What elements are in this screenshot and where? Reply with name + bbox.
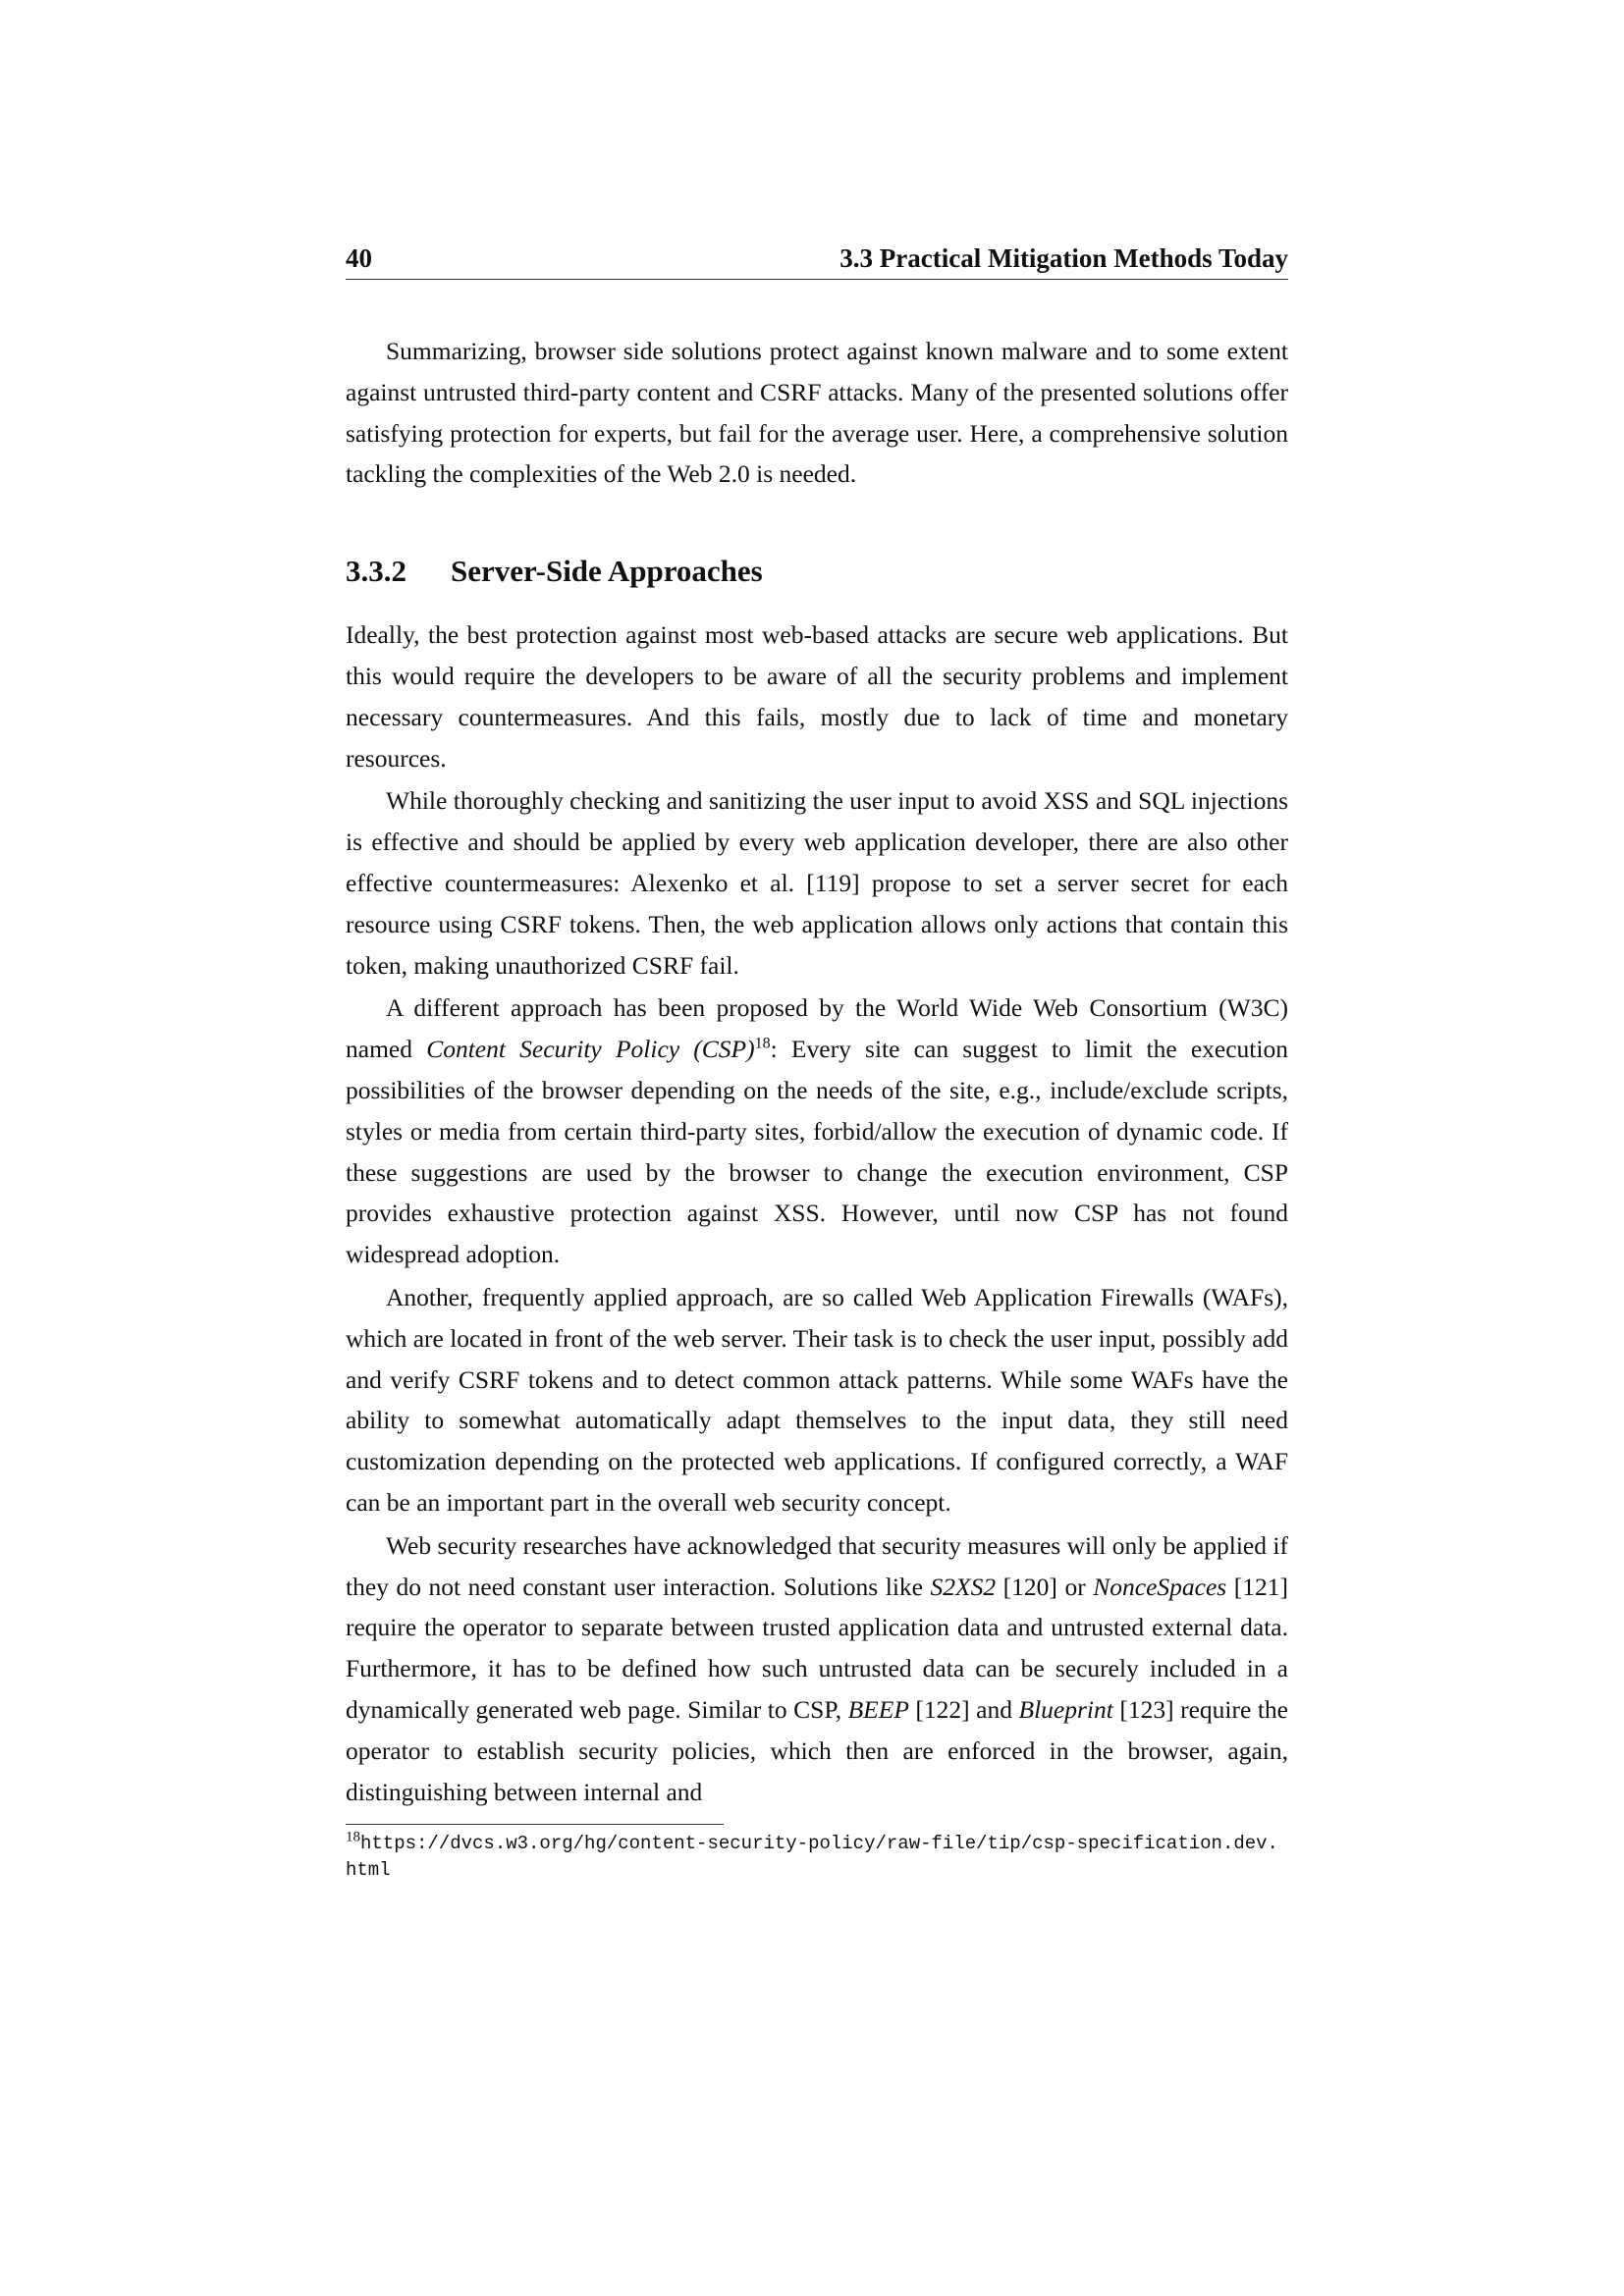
footnote-url[interactable]: https://dvcs.w3.org/hg/content-security-policy/raw-file/tip/csp-specification.dev.html — [346, 1833, 1278, 1882]
research-text-b: [120] or — [996, 1572, 1094, 1601]
section-title: Server-Side Approaches — [451, 554, 763, 589]
term-beep: BEEP — [847, 1694, 909, 1724]
paragraph-waf: Another, frequently applied approach, are so called Web Application Firewalls (WAFs), which are located in front of the web server. Their task is to check the user input, possibly add and verify CSRF tokens and to detect common attack patterns. While some WAFs have the ability to somewhat automatically adapt themselves to the input data, they still need customization depending on the protected web applications. If configured correctly, a WAF can be an important part in the overall web security concept. — [346, 1282, 1288, 1517]
research-text-c: [121] require the operator to separate between trusted application data and untrusted external data. Furthermore, it has to be defined how such untrusted data can be securely included in a dynamically generated web page. Similar to CSP, — [346, 1572, 1289, 1724]
paragraph-research — [346, 1525, 1288, 1813]
body-text — [346, 331, 1288, 1812]
research-text-a: Web security researches have acknowledged that security measures will only be applied if they do not need constant user interaction. Solutions like — [346, 1530, 1288, 1601]
term-s2xs2: S2XS2 — [930, 1572, 997, 1601]
paragraph-input-sanitizing: While thoroughly checking and sanitizing the user input to avoid XSS and SQL injections is effective and should be applied by every web application developer, there are also other effective countermeasures: Alexenko et al. [119] propose to set a server secret for each resource using CSRF tokens. Then, the web application allows only actions that contain this token, making unauthorized CSRF fail. — [346, 786, 1288, 980]
csp-term: Content Security Policy (CSP) — [426, 1035, 755, 1064]
running-head — [346, 241, 1288, 280]
csp-text-after: : Every site can suggest to limit the execution possibilities of the browser depending on the needs of the site, e.g., include/exclude scripts, styles or media from certain third-party sites, forbid/allow the execution of dynamic code. If these suggestions are used by the browser to change the execution environment, CSP provides exhaustive protection against XSS. However, until now CSP has not found widespread adoption. — [346, 1035, 1288, 1269]
summary-paragraph: Summarizing, browser side solutions protect against known malware and to some extent against untrusted third-party content and CSRF attacks. Many of the presented solutions offer satisfying protection for experts, but fail for the average user. Here, a comprehensive solution tackling the complexities of the Web 2.0 is needed. — [346, 337, 1288, 489]
paragraph-csp — [346, 988, 1288, 1275]
paragraph-intro: Ideally, the best protection against most web-based attacks are secure web applications. But this would require the developers to be aware of all the security problems and implement necessary countermeasures. And this fails, mostly due to lack of time and monetary resources. — [346, 620, 1288, 773]
footnote-ref[interactable]: 18 — [754, 1035, 771, 1052]
research-text-e: [123] require the operator to establish security policies, which then are enforced in the browser, again, distinguishing between internal and — [346, 1694, 1288, 1806]
section-heading — [346, 552, 1288, 591]
running-head-title: 3.3 Practical Mitigation Methods Today — [839, 243, 1288, 273]
csp-text-before: A different approach has been proposed by the World Wide Web Consortium (W3C) named — [346, 993, 1288, 1064]
term-blueprint: Blueprint — [1018, 1694, 1113, 1724]
footnote-rule — [346, 1824, 724, 1825]
research-text-d: [122] and — [908, 1694, 1019, 1724]
section-number: 3.3.2 — [346, 554, 406, 589]
footnote — [346, 1831, 1288, 1884]
page — [346, 241, 1288, 1884]
footnote-marker: 18 — [346, 1829, 360, 1845]
term-noncespaces: NonceSpaces — [1093, 1572, 1227, 1601]
page-number: 40 — [346, 243, 372, 273]
